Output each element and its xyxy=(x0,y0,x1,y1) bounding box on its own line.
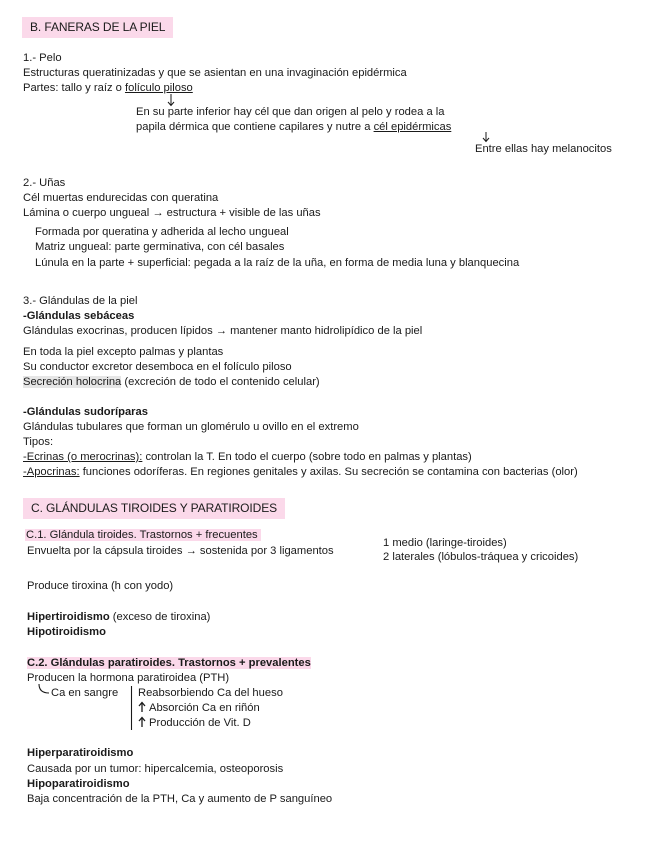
tiroxina-line: Produce tiroxina (h con yodo) xyxy=(27,580,174,592)
unas-sub3: Lúnula en la parte + superficial: pegada a la raíz de la uña, en forma de media luna y blanquecina xyxy=(35,257,520,269)
sebaceas-line1: Glándulas exocrinas, producen lípidos → mantener manto hidrolipídico de la piel xyxy=(23,325,423,337)
bracket-line xyxy=(130,686,134,732)
sudoriparas-line3 xyxy=(23,450,472,464)
hiperparatiroidismo: Hiperparatiroidismo xyxy=(27,747,134,759)
arrow-up-icon xyxy=(138,701,146,713)
c1-line1: Envuelta por la cápsula tiroides → sostenida por 3 ligamentos xyxy=(27,545,334,557)
hipertiroidismo: Hipertiroidismo xyxy=(27,611,110,623)
ligament-2: 2 laterales (lóbulos-tráquea y cricoides) xyxy=(383,551,579,563)
hipoparatiroidismo: Hipoparatiroidismo xyxy=(27,778,130,790)
pelo-note2-prefix: papila dérmica que contiene capilares y nutre a xyxy=(136,121,374,133)
hipertiroidismo-line xyxy=(27,610,210,624)
ligament-1: 1 medio (laringe-tiroides) xyxy=(383,537,507,549)
pelo-parts-prefix: Partes: tallo y raíz o xyxy=(23,82,125,94)
pelo-title: 1.- Pelo xyxy=(23,52,62,64)
hipotiroidismo: Hipotiroidismo xyxy=(27,626,106,638)
unas-sub1: Formada por queratina y adherida al lecho ungueal xyxy=(35,226,289,238)
sebaceas-line3: Su conductor excretor desemboca en el folículo piloso xyxy=(23,361,292,373)
pelo-line1: Estructuras queratinizadas y que se asientan en una invaginación epidérmica xyxy=(23,67,407,79)
unas-line1: Cél muertas endurecidas con queratina xyxy=(23,192,219,204)
sudoriparas-line1: Glándulas tubulares que forman un glomérulo u ovillo en el extremo xyxy=(23,421,359,433)
sudoriparas-title: -Glándulas sudoríparas xyxy=(23,406,148,418)
ca-effect-2: Absorción Ca en riñón xyxy=(149,702,260,714)
sebaceas-line2: En toda la piel excepto palmas y plantas xyxy=(23,346,224,358)
ecrinas-label: -Ecrinas (o merocrinas): xyxy=(23,451,143,463)
arrow-up-icon xyxy=(138,716,146,728)
pelo-note3: Entre ellas hay melanocitos xyxy=(475,143,612,155)
glandulas-title: 3.- Glándulas de la piel xyxy=(23,295,138,307)
pelo-note2-link: cél epidérmicas xyxy=(373,121,452,133)
section-c-header: C. GLÁNDULAS TIROIDES Y PARATIROIDES xyxy=(23,498,285,519)
ecrinas-desc: controlan la T. En todo el cuerpo (sobre todo en palmas y plantas) xyxy=(142,451,472,463)
pelo-parts xyxy=(23,81,193,95)
sebaceas-line4 xyxy=(23,375,320,389)
c2-line1: Producen la hormona paratiroidea (PTH) xyxy=(27,672,230,684)
unas-sub2: Matriz ungueal: parte germinativa, con cél basales xyxy=(35,241,285,253)
ca-label: Ca en sangre xyxy=(51,687,119,699)
c2-title-text: C.2. Glándulas paratiroides. Trastornos + prevalentes xyxy=(27,657,311,669)
unas-title: 2.- Uñas xyxy=(23,177,66,189)
ca-effect-3: Producción de Vit. D xyxy=(149,717,251,729)
c1-title xyxy=(25,528,261,542)
hiperparatiroidismo-desc: Causada por un tumor: hipercalcemia, osteoporosis xyxy=(27,763,284,775)
apocrinas-label: -Apocrinas: xyxy=(23,466,80,478)
c1-title-text: C.1. Glándula tiroides. Trastornos + frecuentes xyxy=(25,529,261,541)
pelo-parts-link: folículo piloso xyxy=(124,82,193,94)
apocrinas-desc: funciones odoríferas. En regiones genitales y axilas. Su secreción se contamina con bacterias (olor) xyxy=(79,466,578,478)
section-b-header: B. FANERAS DE LA PIEL xyxy=(22,17,173,38)
ca-effect-1: Reabsorbiendo Ca del hueso xyxy=(138,687,283,699)
c2-title xyxy=(27,656,311,670)
hipoparatiroidismo-desc: Baja concentración de la PTH, Ca y aumento de P sanguíneo xyxy=(27,793,333,805)
pelo-note2 xyxy=(136,120,451,134)
pelo-note1: En su parte inferior hay cél que dan origen al pelo y rodea a la xyxy=(136,106,445,118)
unas-line2: Lámina o cuerpo ungueal → estructura + visible de las uñas xyxy=(23,207,321,219)
hipertiroidismo-desc: (exceso de tiroxina) xyxy=(109,611,211,623)
sudoriparas-line2: Tipos: xyxy=(23,436,54,448)
sudoriparas-line4 xyxy=(23,465,578,479)
sebaceas-title: -Glándulas sebáceas xyxy=(23,310,135,322)
holocrina-highlight: Secreción holocrina xyxy=(23,376,122,388)
holocrina-rest: (excreción de todo el contenido celular) xyxy=(121,376,320,388)
